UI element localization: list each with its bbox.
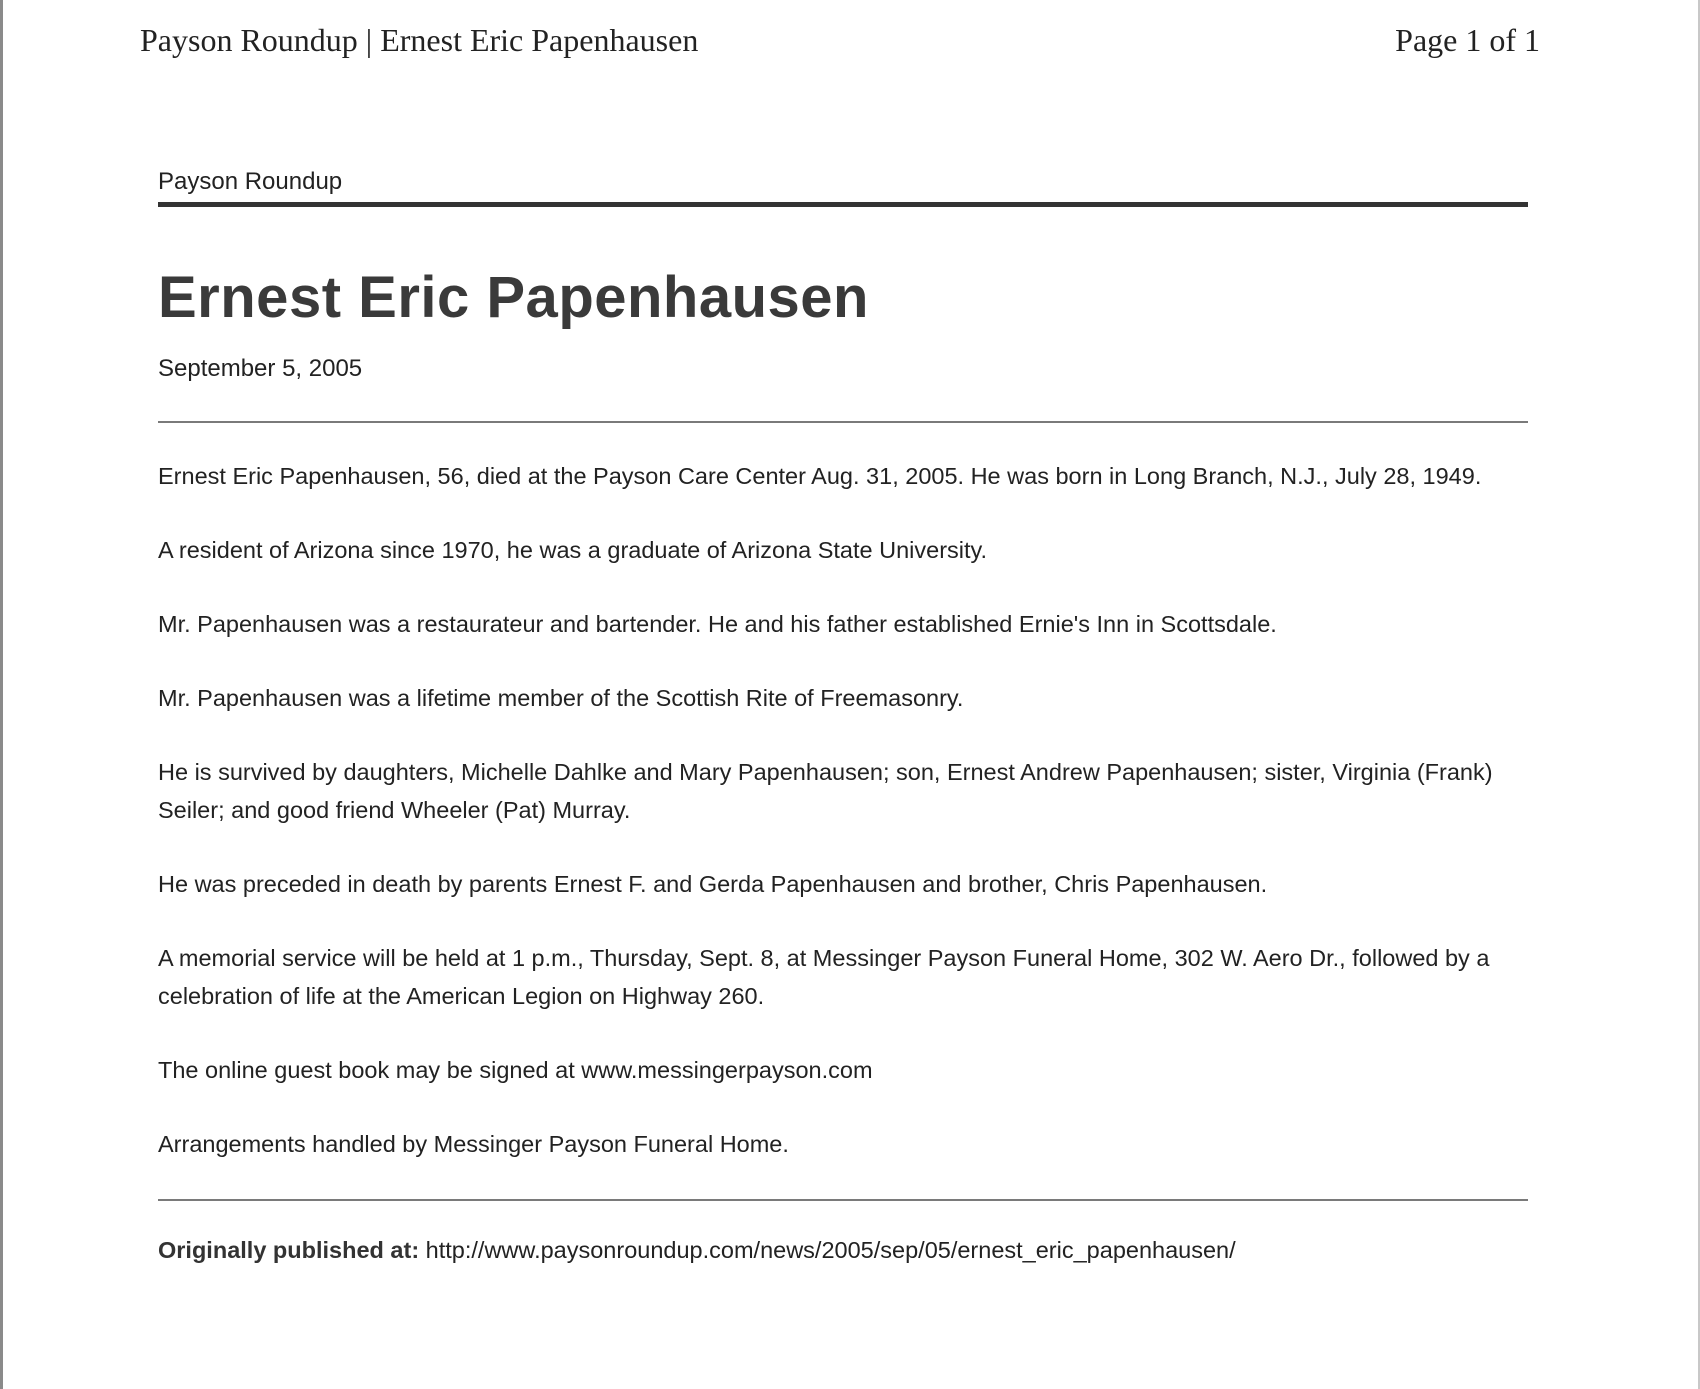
article-paragraph: He was preceded in death by parents Ernest F. and Gerda Papenhausen and brother, Chris Papenhausen. (158, 870, 1268, 897)
source-url: http://www.paysonroundup.com/news/2005/sep/05/ernest_eric_papenhausen/ (425, 1236, 1236, 1263)
print-header-title: Payson Roundup | Ernest Eric Papenhausen (140, 22, 699, 58)
article-top-divider (158, 421, 1528, 423)
article-paragraph: He is survived by daughters, Michelle Dahlke and Mary Papenhausen; son, Ernest Andrew Papenhausen; sister, Virginia (Frank) Seiler; and good friend Wheeler (Pat) Murray. (158, 758, 1493, 823)
article-paragraph: Ernest Eric Papenhausen, 56, died at the Payson Care Center Aug. 31, 2005. He was born in Long Branch, N.J., July 28, 1949. (158, 462, 1482, 489)
article-paragraph: Mr. Papenhausen was a restaurateur and bartender. He and his father established Ernie's Inn in Scottsdale. (158, 610, 1277, 637)
source-label: Originally published at: (158, 1236, 420, 1263)
publication-rule (158, 202, 1528, 207)
article-paragraph: Arrangements handled by Messinger Payson Funeral Home. (158, 1130, 789, 1157)
print-header (140, 22, 1540, 70)
article-body (158, 457, 1528, 1163)
article-date: September 5, 2005 (158, 354, 363, 382)
article (158, 168, 1528, 1264)
article-paragraph: A memorial service will be held at 1 p.m., Thursday, Sept. 8, at Messinger Payson Funeral Home, 302 W. Aero Dr., followed by a celebration of life at the American Legion on Highway 260. (158, 944, 1490, 1009)
print-header-page-number: Page 1 of 1 (1395, 22, 1540, 58)
scan-left-edge (0, 0, 3, 1389)
source-line (158, 1237, 1528, 1264)
article-paragraph: The online guest book may be signed at www.messingerpayson.com (158, 1056, 873, 1083)
article-paragraph: A resident of Arizona since 1970, he was a graduate of Arizona State University. (158, 536, 988, 563)
article-paragraph: Mr. Papenhausen was a lifetime member of the Scottish Rite of Freemasonry. (158, 684, 964, 711)
article-bottom-divider (158, 1199, 1528, 1201)
article-headline: Ernest Eric Papenhausen (158, 265, 869, 330)
publication-name: Payson Roundup (158, 168, 343, 195)
